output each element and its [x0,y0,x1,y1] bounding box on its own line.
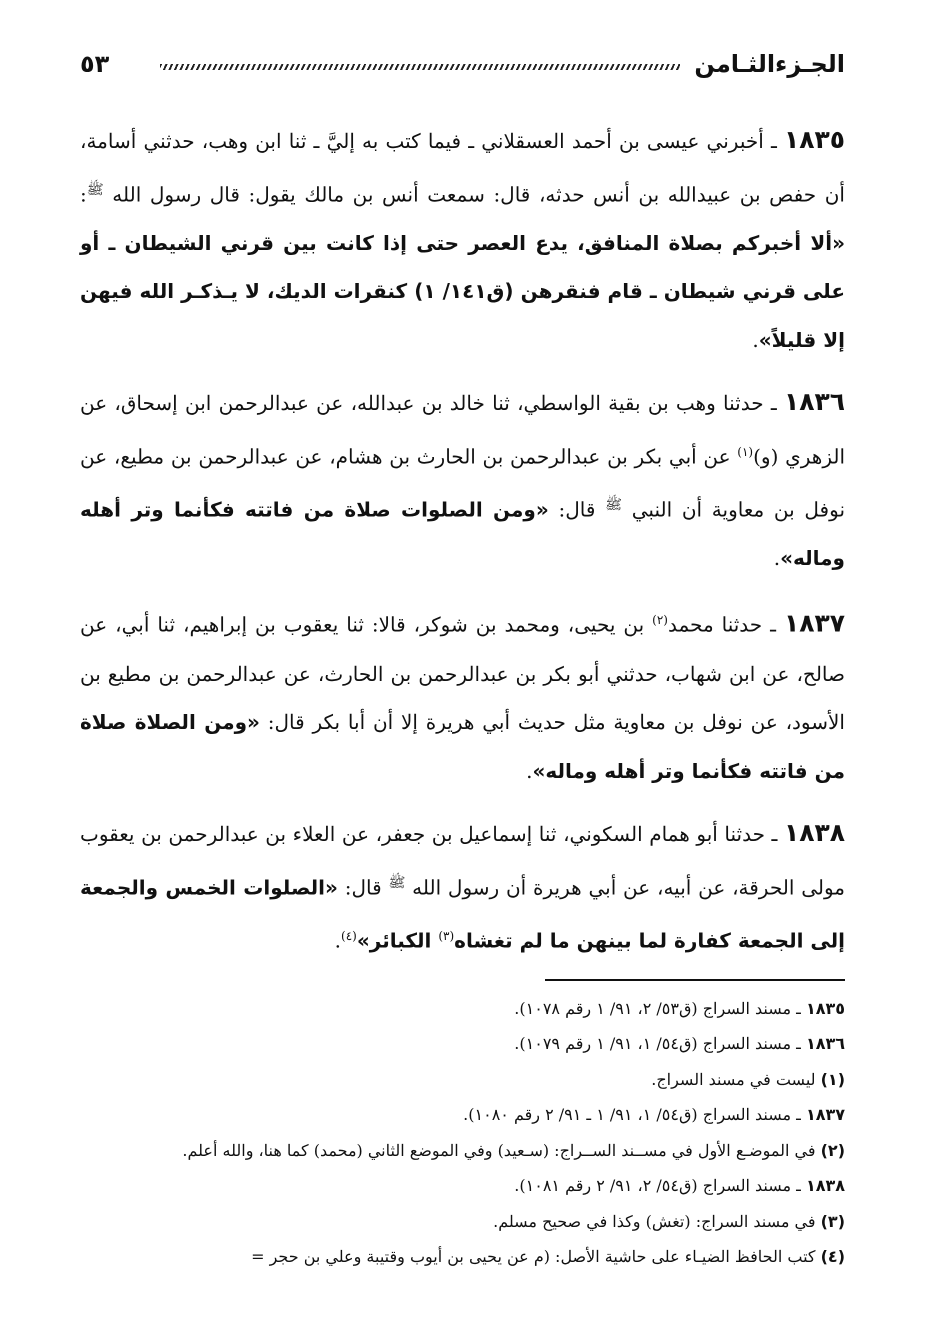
entry-tail: . [752,327,759,352]
footnote-number: (٣) [820,1211,845,1231]
footnote-text: ليست في مسند السراج. [651,1069,821,1089]
footnote-ref: (١) [737,444,754,459]
footnote-text: ـ مسند السراج (ق٥٣/ ٢، ٩١/ ١ رقم ١٠٧٨). [514,998,806,1018]
entry-number: ١٨٣٨ [783,818,845,848]
footnote-item [80,1168,845,1204]
book-page [80,50,845,1303]
entry-text: ـ حدثنا أبو همام السكوني، ثنا إسماعيل بن جعفر، عن العلاء بن عبدالرحمن بن يعقوب مولى الحرقة، عن أبيه، عن أبي هريرة أن رسول الله [80,822,845,900]
footnote-number: (٢) [820,1140,845,1160]
hadith-entry-1836 [80,378,845,582]
footnote-ref: (٢) [652,613,668,628]
footnote-text: في الموضـع الأول في مســند الســراج: (سـعيد) وفي الموضع الثاني (محمد) كما هنا، والله أعلم. [182,1140,821,1160]
footnote-item [80,1239,845,1275]
entry-tail: . [334,928,341,953]
hadith-matn: «الصلوات الخمس والجمعة إلى الجمعة كفارة لما بينهن ما لم تغشاه [80,875,845,953]
hadith-entries [80,116,845,965]
footnote-number: ١٨٣٥ [805,998,845,1018]
entry-tail: . [526,758,533,783]
entry-tail: . [773,545,781,570]
footnote-item [80,1097,845,1133]
hadith-entry-1835 [80,116,845,364]
footnote-number: ١٨٣٦ [805,1034,845,1054]
footnotes [80,991,845,1275]
footnote-number: ١٨٣٧ [805,1105,845,1125]
footnote-text: في مسند السراج: (تغش) وكذا في صحيح مسلم. [493,1211,821,1231]
footnote-rule [545,979,845,981]
footnote-number: (١) [820,1069,845,1089]
entry-text: ـ أخبرني عيسى بن أحمد العسقلاني ـ فيما كتب به إليَّ ـ ثنا ابن وهب، حدثني أسامة، أن حفص بن عبيدالله بن أنس حدثه، قال: سمعت أنس بن مالك يقول: قال رسول الله [80,129,845,207]
hadith-matn: «ومن الصلوات صلاة من فاتته فكأنما وتر أهله وماله» [80,497,845,570]
entry-text: بن يحيى، ومحمد بن شوكر، قالا: ثنا يعقوب بن إبراهيم، ثنا أبي، عن صالح، عن ابن شهاب، حدثني أبو بكر بن عبدالرحمن بن الحارث، عن عبدالرحمن بن مطيع بن الأسود، عن نوفل بن معاوية مثل حديث أبي هريرة إلا أن أبا بكر قال: [80,613,845,735]
page-header [80,50,845,90]
footnote-item [80,1062,845,1098]
entry-text: ـ حدثنا وهب بن بقية الواسطي، ثنا خالد بن عبدالله، عن عبدالرحمن ابن إسحاق، عن الزهري (و) [80,391,846,469]
running-title: الجـزءالثـامن [694,50,845,78]
header-rule [160,64,680,70]
page-number: ٥٣ [80,50,110,78]
entry-text: : [80,182,87,207]
footnote-item [80,1204,845,1240]
hadith-matn: «ألا أخبركم بصلاة المنافق، يدع العصر حتى إذا كانت بين قرني الشيطان ـ أو على قرني شيطان ـ قام فنقرهن (ق١٤١/ ١) كنقرات الديك، لا يـذكـر الله فيهن إلا قليلاً» [80,230,845,352]
salawat-glyph: ﷺ [86,181,104,198]
salawat-glyph: ﷺ [605,496,623,513]
entry-text: قال: [337,875,389,900]
footnote-text: ـ مسند السراج (ق٥٤/ ١، ٩١/ ١ ـ ٩١/ ٢ رقم ١٠٨٠). [463,1105,806,1125]
footnote-ref: (٤) [341,928,357,943]
footnote-text: ـ مسند السراج (ق٥٤/ ١، ٩١/ ١ رقم ١٠٧٩). [514,1034,806,1054]
entry-text: ـ حدثنا محمد [667,613,784,638]
footnote-item [80,1133,845,1169]
entry-number: ١٨٣٥ [783,125,845,154]
footnote-item [80,1026,845,1062]
entry-number: ١٨٣٧ [783,609,846,639]
entry-number: ١٨٣٦ [783,387,846,417]
hadith-matn: الكبائر» [356,928,439,953]
hadith-matn: «ومن الصلاة صلاة من فاتته فكأنما وتر أهله وماله» [80,710,845,783]
footnote-ref: (٣) [438,928,455,943]
footnote-text: كتب الحافظ الضيـاء على حاشية الأصل: (م عن يحيى بن أيوب وقتيبة وعلي بن حجر = [251,1247,821,1267]
footnote-number: (٤) [820,1247,845,1267]
entry-text: قال: [548,497,606,522]
footnote-text: ـ مسند السراج (ق٥٤/ ٢، ٩١/ ٢ رقم ١٠٨١). [514,1176,806,1196]
salawat-glyph: ﷺ [388,874,406,891]
hadith-entry-1838 [80,809,845,965]
footnote-item [80,991,845,1027]
footnote-number: ١٨٣٨ [805,1176,845,1196]
hadith-entry-1837 [80,596,845,795]
entry-text: عن أبي بكر بن عبدالرحمن بن الحارث بن هشام، عن عبدالرحمن بن مطيع، عن نوفل بن معاوية أن النبي [80,444,846,522]
